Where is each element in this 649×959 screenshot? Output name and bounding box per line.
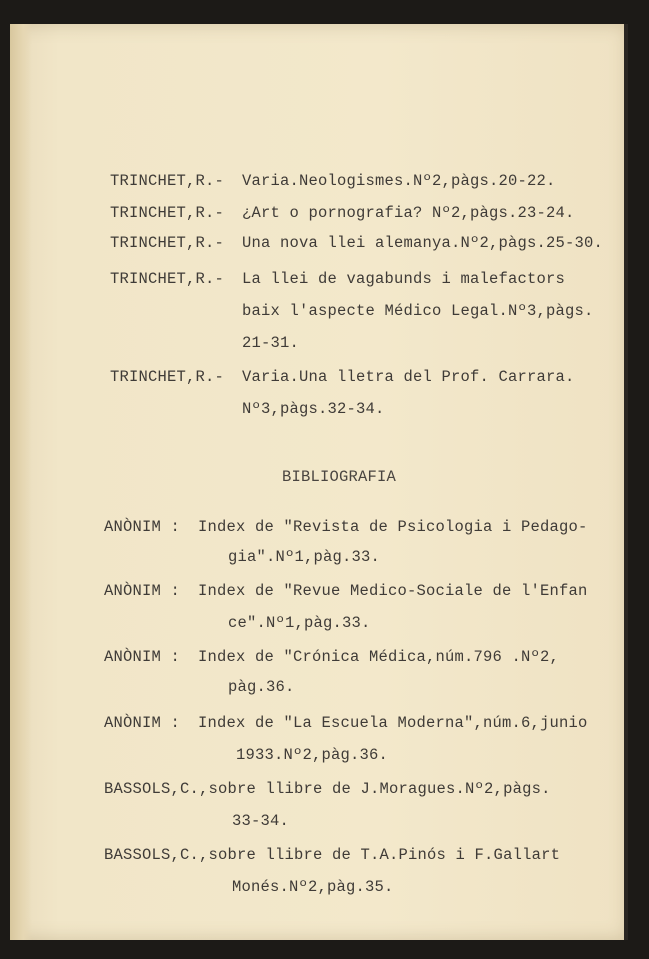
document-page [10,24,628,940]
bib-2-text-1: Index de "Revue Medico-Sociale de l'Enfan [198,582,588,600]
bib-2-text-2: ce".Nº1,pàg.33. [228,614,371,632]
entry-3-text: Una nova llei alemanya.Nº2,pàgs.25-30. [242,234,604,252]
bib-5-text-1: BASSOLS,C.,sobre llibre de J.Moragues.Nº2,pàgs. [104,780,551,798]
entry-5-author: TRINCHET,R.- [110,368,225,386]
bib-5-text-2: 33-34. [232,812,290,830]
bib-1-text-1: Index de "Revista de Psicologia i Pedago- [198,518,588,536]
bib-2-author: ANÒNIM : [104,582,181,600]
entry-4-text-2: baix l'aspecte Médico Legal.Nº3,pàgs. [242,302,594,320]
bib-4-text-2: 1933.Nº2,pàg.36. [236,746,389,764]
entry-1-text: Varia.Neologismes.Nº2,pàgs.20-22. [242,172,556,190]
bib-3-text-2: pàg.36. [228,678,295,696]
entry-3-author: TRINCHET,R.- [110,234,225,252]
bib-6-text-2: Monés.Nº2,pàg.35. [232,878,394,896]
bib-3-text-1: Index de "Crónica Médica,núm.796 .Nº2, [198,648,560,666]
bib-3-author: ANÒNIM : [104,648,181,666]
entry-5-text-2: Nº3,pàgs.32-34. [242,400,385,418]
page-spine [10,24,32,940]
entry-2-author: TRINCHET,R.- [110,204,225,222]
bib-6-text-1: BASSOLS,C.,sobre llibre de T.A.Pinós i F.Gallart [104,846,561,864]
entry-4-text-1: La llei de vagabunds i malefactors [242,270,566,288]
entry-4-text-3: 21-31. [242,334,300,352]
bib-1-text-2: gia".Nº1,pàg.33. [228,548,381,566]
bib-4-author: ANÒNIM : [104,714,181,732]
section-heading: BIBLIOGRAFIA [282,468,397,486]
entry-2-text: ¿Art o pornografia? Nº2,pàgs.23-24. [242,204,575,222]
bib-1-author: ANÒNIM : [104,518,181,536]
bib-4-text-1: Index de "La Escuela Moderna",núm.6,junio [198,714,588,732]
entry-4-author: TRINCHET,R.- [110,270,225,288]
entry-1-author: TRINCHET,R.- [110,172,225,190]
page-edge [624,24,628,940]
entry-5-text-1: Varia.Una lletra del Prof. Carrara. [242,368,575,386]
